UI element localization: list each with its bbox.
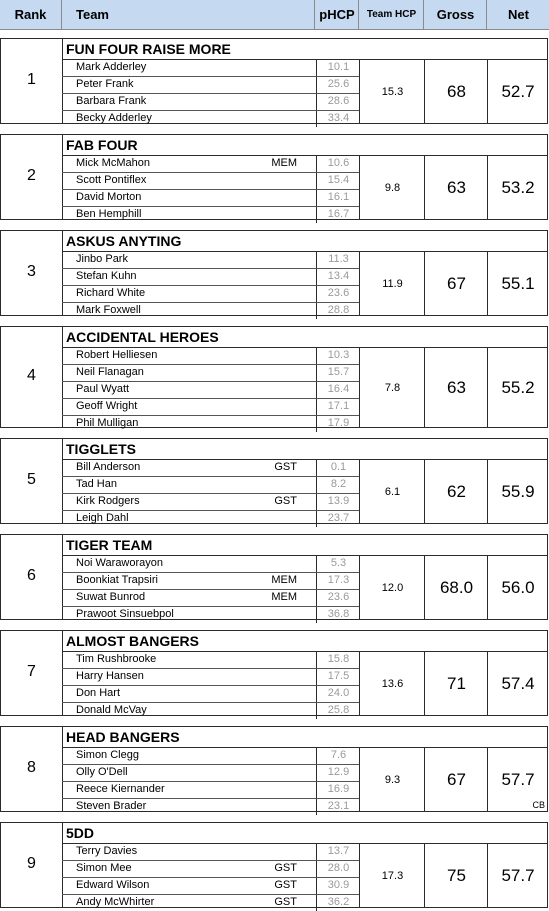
gross-cell — [424, 555, 488, 620]
player-name: Olly O'Dell — [76, 766, 128, 778]
cell-divider — [316, 652, 317, 668]
player-name: Scott Pontiflex — [76, 174, 147, 186]
net-cell — [487, 651, 548, 716]
team-name: ASKUS ANYTING — [66, 233, 182, 249]
player-name: Prawoot Sinsuebpol — [76, 608, 174, 620]
player-handicap: 17.1 — [327, 400, 350, 412]
player-handicap: 28.0 — [327, 862, 350, 874]
player-name: Reece Kiernander — [76, 783, 165, 795]
team-block — [0, 326, 548, 428]
column-header-team: Team — [61, 0, 314, 29]
cell-divider — [316, 703, 317, 719]
rank-value: 6 — [27, 567, 36, 584]
player-status-badge: GST — [274, 461, 297, 473]
player-name: Neil Flanagan — [76, 366, 144, 378]
player-row — [62, 477, 359, 494]
player-handicap: 5.3 — [330, 557, 347, 569]
rank-cell — [1, 439, 63, 523]
gross-value: 62 — [447, 482, 466, 501]
player-name: Peter Frank — [76, 78, 134, 90]
player-row — [62, 573, 359, 590]
player-handicap: 23.1 — [327, 800, 350, 812]
column-header-phcp: pHCP — [314, 0, 359, 29]
gross-value: 68 — [447, 82, 466, 101]
net-value: 55.9 — [501, 482, 535, 501]
gross-value: 75 — [447, 866, 466, 885]
cell-divider — [316, 878, 317, 894]
cell-divider — [316, 399, 317, 415]
countback-note: CB — [532, 800, 545, 810]
net-value: 57.4 — [501, 674, 535, 693]
player-handicap: 28.6 — [327, 95, 350, 107]
cell-divider — [316, 252, 317, 268]
player-handicap: 13.7 — [327, 845, 350, 857]
team-name: TIGGLETS — [66, 441, 136, 457]
player-name: Stefan Kuhn — [76, 270, 137, 282]
team-block — [0, 534, 548, 620]
rank-value: 9 — [27, 855, 36, 872]
cell-divider — [316, 173, 317, 189]
player-handicap: 30.9 — [327, 879, 350, 891]
player-row — [62, 365, 359, 382]
team-block — [0, 630, 548, 716]
rank-cell — [1, 823, 63, 907]
player-row — [62, 686, 359, 703]
player-handicap: 16.1 — [327, 191, 350, 203]
net-value: 55.1 — [501, 274, 535, 293]
player-name: Bill Anderson — [76, 461, 141, 473]
cell-divider — [316, 607, 317, 623]
team-hcp-cell — [359, 651, 425, 716]
player-row — [62, 156, 359, 173]
player-list — [62, 459, 359, 527]
team-hcp-cell — [359, 459, 425, 524]
player-row — [62, 269, 359, 286]
team-hcp-value: 15.3 — [381, 85, 404, 98]
team-block — [0, 230, 548, 316]
net-value: 52.7 — [501, 82, 535, 101]
team-hcp-value: 13.6 — [381, 677, 404, 690]
rank-cell — [1, 231, 63, 315]
player-name: Don Hart — [76, 687, 121, 699]
player-list — [62, 651, 359, 719]
team-hcp-cell — [359, 59, 425, 124]
rank-value: 4 — [27, 367, 36, 384]
team-hcp-value: 9.3 — [384, 773, 401, 786]
player-list — [62, 155, 359, 223]
player-name: Andy McWhirter — [76, 896, 155, 908]
net-value: 56.0 — [501, 578, 535, 597]
player-name: Donald McVay — [76, 704, 147, 716]
player-row — [62, 782, 359, 799]
player-list — [62, 555, 359, 623]
team-name: ACCIDENTAL HEROES — [66, 329, 219, 345]
player-row — [62, 511, 359, 527]
player-handicap: 8.2 — [330, 478, 347, 490]
team-hcp-value: 7.8 — [384, 381, 401, 394]
player-list — [62, 843, 359, 911]
cell-divider — [316, 348, 317, 364]
player-row — [62, 416, 359, 432]
player-name: Paul Wyatt — [76, 383, 130, 395]
net-value: 53.2 — [501, 178, 535, 197]
player-handicap: 15.7 — [327, 366, 350, 378]
player-row — [62, 669, 359, 686]
team-hcp-value: 17.3 — [381, 869, 404, 882]
player-row — [62, 60, 359, 77]
cell-divider — [316, 556, 317, 572]
cell-divider — [316, 494, 317, 510]
gross-value: 63 — [447, 378, 466, 397]
cell-divider — [316, 60, 317, 76]
player-list — [62, 747, 359, 815]
rank-cell — [1, 631, 63, 715]
team-hcp-value: 11.9 — [382, 277, 403, 290]
gross-cell — [424, 843, 488, 908]
player-row — [62, 77, 359, 94]
player-row — [62, 799, 359, 815]
player-name: Leigh Dahl — [76, 512, 129, 524]
player-name: Jinbo Park — [76, 253, 128, 265]
gross-cell — [424, 459, 488, 524]
team-hcp-cell — [359, 747, 425, 812]
player-row — [62, 94, 359, 111]
team-hcp-value: 6.1 — [384, 485, 401, 498]
player-name: Ben Hemphill — [76, 208, 142, 220]
net-cell — [487, 459, 548, 524]
player-name: Simon Clegg — [76, 749, 139, 761]
player-name: Tim Rushbrooke — [76, 653, 157, 665]
player-handicap: 17.5 — [327, 670, 350, 682]
cell-divider — [316, 782, 317, 798]
gross-value: 67 — [447, 274, 466, 293]
player-row — [62, 399, 359, 416]
player-row — [62, 765, 359, 782]
gross-cell — [424, 651, 488, 716]
gross-cell — [424, 747, 488, 812]
player-handicap: 15.4 — [327, 174, 350, 186]
rank-value: 5 — [27, 471, 36, 488]
cell-divider — [316, 669, 317, 685]
player-row — [62, 252, 359, 269]
cell-divider — [316, 416, 317, 432]
cell-divider — [316, 511, 317, 527]
player-handicap: 12.9 — [327, 766, 350, 778]
player-list — [62, 347, 359, 432]
column-header-rank: Rank — [14, 7, 47, 22]
player-row — [62, 652, 359, 669]
team-hcp-value: 12.0 — [381, 581, 404, 594]
cell-divider — [316, 590, 317, 606]
team-name: TIGER TEAM — [66, 537, 153, 553]
player-handicap: 16.7 — [327, 208, 350, 220]
player-handicap: 11.3 — [328, 253, 349, 265]
player-status-badge: MEM — [271, 591, 297, 603]
column-header-team-hcp: Team HCP — [358, 0, 424, 29]
net-cell — [487, 555, 548, 620]
player-row — [62, 382, 359, 399]
gross-value: 71 — [447, 674, 466, 693]
player-row — [62, 878, 359, 895]
player-name: Simon Mee — [76, 862, 132, 874]
player-handicap: 15.8 — [327, 653, 350, 665]
net-cell — [487, 747, 548, 812]
player-name: Steven Brader — [76, 800, 147, 812]
player-handicap: 23.7 — [327, 512, 350, 524]
player-name: Kirk Rodgers — [76, 495, 140, 507]
player-handicap: 16.9 — [327, 783, 350, 795]
cell-divider — [316, 303, 317, 319]
cell-divider — [316, 799, 317, 815]
player-name: Harry Hansen — [76, 670, 144, 682]
team-hcp-cell — [359, 555, 425, 620]
player-handicap: 17.3 — [327, 574, 350, 586]
rank-value: 2 — [27, 167, 36, 184]
player-name: Boonkiat Trapsiri — [76, 574, 158, 586]
player-row — [62, 303, 359, 319]
team-name: ALMOST BANGERS — [66, 633, 199, 649]
cell-divider — [316, 111, 317, 127]
player-list — [62, 251, 359, 319]
team-name: 5DD — [66, 825, 95, 841]
gross-cell — [424, 347, 488, 428]
player-status-badge: GST — [274, 879, 297, 891]
player-handicap: 7.6 — [330, 749, 347, 761]
cell-divider — [316, 686, 317, 702]
team-block — [0, 438, 548, 524]
cell-divider — [316, 207, 317, 223]
player-handicap: 0.1 — [330, 461, 347, 473]
player-name: Geoff Wright — [76, 400, 138, 412]
gross-value: 68.0 — [439, 578, 474, 597]
player-name: Noi Waraworayon — [76, 557, 164, 569]
player-row — [62, 190, 359, 207]
player-handicap: 10.3 — [327, 349, 350, 361]
player-handicap: 16.4 — [327, 383, 350, 395]
table-header — [0, 0, 549, 30]
cell-divider — [316, 765, 317, 781]
gross-cell — [424, 251, 488, 316]
player-name: Phil Mulligan — [76, 417, 139, 429]
player-status-badge: MEM — [271, 157, 297, 169]
gross-cell — [424, 59, 488, 124]
cell-divider — [316, 365, 317, 381]
rank-cell — [1, 39, 63, 123]
column-header-gross: Gross — [423, 0, 487, 29]
player-row — [62, 286, 359, 303]
team-hcp-cell — [359, 843, 425, 908]
team-block — [0, 38, 548, 124]
cell-divider — [316, 382, 317, 398]
player-handicap: 36.8 — [327, 608, 350, 620]
team-block — [0, 134, 548, 220]
player-status-badge: MEM — [271, 574, 297, 586]
cell-divider — [316, 460, 317, 476]
player-row — [62, 556, 359, 573]
player-handicap: 25.6 — [327, 78, 350, 90]
cell-divider — [316, 269, 317, 285]
player-name: Mark Adderley — [76, 61, 147, 73]
player-row — [62, 748, 359, 765]
player-row — [62, 111, 359, 127]
team-hcp-cell — [359, 155, 425, 220]
player-name: Mick McMahon — [76, 157, 150, 169]
rank-value: 1 — [27, 71, 36, 88]
player-handicap: 23.6 — [327, 591, 350, 603]
cell-divider — [316, 286, 317, 302]
team-name: FUN FOUR RAISE MORE — [66, 41, 231, 57]
player-handicap: 25.8 — [327, 704, 350, 716]
cell-divider — [316, 861, 317, 877]
player-row — [62, 348, 359, 365]
player-handicap: 24.0 — [327, 687, 350, 699]
player-name: Suwat Bunrod — [76, 591, 146, 603]
rank-cell — [1, 327, 63, 427]
team-name: FAB FOUR — [66, 137, 138, 153]
team-block — [0, 726, 548, 812]
player-row — [62, 460, 359, 477]
player-row — [62, 607, 359, 623]
player-status-badge: GST — [274, 896, 297, 908]
player-name: Becky Adderley — [76, 112, 152, 124]
player-name: Tad Han — [76, 478, 117, 490]
net-value: 57.7 — [501, 770, 535, 789]
player-handicap: 10.6 — [327, 157, 350, 169]
player-row — [62, 494, 359, 511]
player-name: Robert Helliesen — [76, 349, 158, 361]
cell-divider — [316, 156, 317, 172]
column-header-net: Net — [486, 0, 549, 29]
player-name: Richard White — [76, 287, 146, 299]
cell-divider — [316, 844, 317, 860]
net-cell — [487, 59, 548, 124]
rank-cell — [1, 135, 63, 219]
player-handicap: 17.9 — [327, 417, 350, 429]
player-name: Terry Davies — [76, 845, 138, 857]
player-row — [62, 207, 359, 223]
gross-value: 63 — [447, 178, 466, 197]
player-handicap: 28.8 — [327, 304, 350, 316]
net-value: 55.2 — [501, 378, 535, 397]
net-cell — [487, 347, 548, 428]
player-handicap: 23.6 — [327, 287, 350, 299]
player-handicap: 13.4 — [327, 270, 350, 282]
player-row — [62, 590, 359, 607]
rank-cell — [1, 535, 63, 619]
player-handicap: 33.4 — [327, 112, 350, 124]
player-handicap: 10.1 — [327, 61, 350, 73]
player-handicap: 13.9 — [327, 495, 350, 507]
gross-cell — [424, 155, 488, 220]
team-hcp-cell — [359, 347, 425, 428]
net-value: 57.7 — [501, 866, 535, 885]
player-row — [62, 173, 359, 190]
net-cell — [487, 251, 548, 316]
net-cell — [487, 843, 548, 908]
cell-divider — [316, 77, 317, 93]
player-status-badge: GST — [274, 862, 297, 874]
rank-value: 7 — [27, 663, 36, 680]
player-name: David Morton — [76, 191, 142, 203]
cell-divider — [316, 477, 317, 493]
player-row — [62, 844, 359, 861]
cell-divider — [316, 573, 317, 589]
rank-value: 3 — [27, 263, 36, 280]
rank-cell — [1, 727, 63, 811]
cell-divider — [316, 190, 317, 206]
player-name: Barbara Frank — [76, 95, 147, 107]
player-status-badge: GST — [274, 495, 297, 507]
cell-divider — [316, 94, 317, 110]
player-name: Edward Wilson — [76, 879, 150, 891]
rank-value: 8 — [27, 759, 36, 776]
player-list — [62, 59, 359, 127]
player-name: Mark Foxwell — [76, 304, 141, 316]
net-cell — [487, 155, 548, 220]
player-handicap: 36.2 — [327, 896, 350, 908]
team-name: HEAD BANGERS — [66, 729, 180, 745]
player-row — [62, 703, 359, 719]
team-block — [0, 822, 548, 908]
cell-divider — [316, 748, 317, 764]
player-row — [62, 861, 359, 878]
team-hcp-cell — [359, 251, 425, 316]
team-hcp-value: 9.8 — [384, 181, 401, 194]
gross-value: 67 — [447, 770, 466, 789]
